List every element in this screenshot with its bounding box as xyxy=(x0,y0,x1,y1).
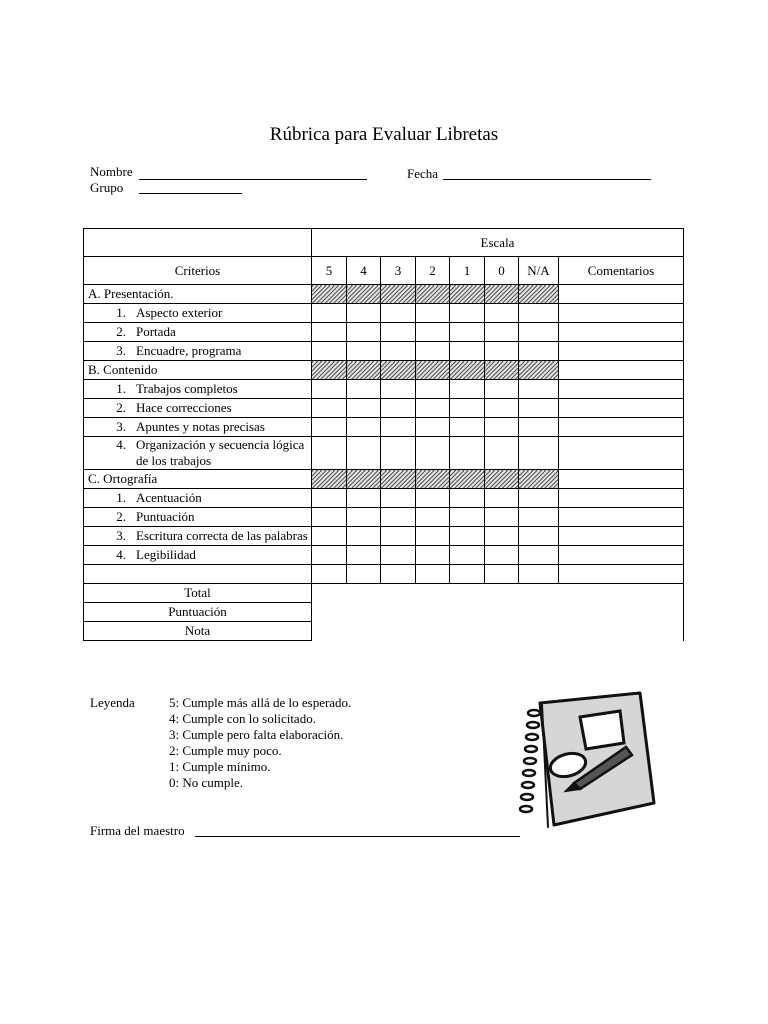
grupo-label: Grupo xyxy=(90,180,124,195)
criterion-item xyxy=(84,305,311,321)
score-cell[interactable] xyxy=(312,380,347,399)
comment-cell[interactable] xyxy=(559,304,684,323)
nombre-field[interactable] xyxy=(139,179,367,180)
comentarios-header: Comentarios xyxy=(559,257,684,285)
scale-header: 4 xyxy=(347,257,381,285)
score-cell[interactable] xyxy=(485,565,519,584)
comment-cell[interactable] xyxy=(559,437,684,470)
score-cell[interactable] xyxy=(519,565,559,584)
section-shaded-cell xyxy=(519,285,559,304)
section-shaded-cell xyxy=(312,470,347,489)
criterion-row xyxy=(84,342,684,361)
criterion-item xyxy=(84,419,311,435)
criterion-cell xyxy=(84,399,312,418)
puntuacion-label: Puntuación xyxy=(84,603,312,622)
criterion-cell xyxy=(84,418,312,437)
score-cell[interactable] xyxy=(416,437,450,470)
criterion-text: Portada xyxy=(136,324,176,339)
comment-cell[interactable] xyxy=(559,323,684,342)
score-cell[interactable] xyxy=(519,489,559,508)
score-cell[interactable] xyxy=(519,508,559,527)
scale-header: 5 xyxy=(312,257,347,285)
legend-entry: 1: Cumple mínimo. xyxy=(169,759,271,774)
page-title: Rúbrica para Evaluar Libretas xyxy=(269,124,499,145)
section-shaded-cell xyxy=(416,285,450,304)
scale-header: 3 xyxy=(381,257,416,285)
firma-label: Firma del maestro xyxy=(90,823,185,838)
section-shaded-cell xyxy=(485,361,519,380)
score-cell[interactable] xyxy=(485,342,519,361)
score-cell[interactable] xyxy=(416,546,450,565)
comment-cell[interactable] xyxy=(559,342,684,361)
score-cell[interactable] xyxy=(312,546,347,565)
score-cell[interactable] xyxy=(519,546,559,565)
score-cell[interactable] xyxy=(381,437,416,470)
criterion-number: 2. xyxy=(116,509,126,524)
score-cell[interactable] xyxy=(485,546,519,565)
criterion-row xyxy=(84,527,684,546)
criterion-cell xyxy=(84,546,312,565)
criterion-row xyxy=(84,418,684,437)
score-cell[interactable] xyxy=(485,323,519,342)
criterion-cell xyxy=(84,323,312,342)
section-shaded-cell xyxy=(416,470,450,489)
blank-row xyxy=(84,565,684,584)
score-cell[interactable] xyxy=(347,304,381,323)
section-shaded-cell xyxy=(450,285,485,304)
score-cell[interactable] xyxy=(519,342,559,361)
score-cell[interactable] xyxy=(485,489,519,508)
score-cell[interactable] xyxy=(347,437,381,470)
scale-header: 2 xyxy=(416,257,450,285)
score-cell[interactable] xyxy=(450,304,485,323)
summary-empty-area xyxy=(312,603,684,622)
section-row xyxy=(84,470,684,489)
header-row-escala xyxy=(84,229,684,257)
comment-cell[interactable] xyxy=(559,508,684,527)
score-cell[interactable] xyxy=(416,418,450,437)
score-cell[interactable] xyxy=(450,418,485,437)
escala-header: Escala xyxy=(312,229,684,257)
section-shaded-cell xyxy=(347,285,381,304)
score-cell[interactable] xyxy=(347,489,381,508)
criterion-item xyxy=(84,324,311,340)
comment-cell[interactable] xyxy=(559,489,684,508)
legend-list xyxy=(169,695,351,791)
score-cell[interactable] xyxy=(485,527,519,546)
criteria-header-blank xyxy=(84,229,312,257)
section-shaded-cell xyxy=(381,361,416,380)
section-shaded-cell xyxy=(485,285,519,304)
section-row xyxy=(84,285,684,304)
score-cell[interactable] xyxy=(381,323,416,342)
comment-cell[interactable] xyxy=(559,527,684,546)
criterion-cell xyxy=(84,342,312,361)
criterion-item xyxy=(84,528,311,544)
comment-cell[interactable] xyxy=(559,418,684,437)
summary-empty-area xyxy=(312,622,684,641)
section-shaded-cell xyxy=(416,361,450,380)
scale-header: 1 xyxy=(450,257,485,285)
score-cell[interactable] xyxy=(347,565,381,584)
section-shaded-cell xyxy=(450,470,485,489)
score-cell[interactable] xyxy=(519,304,559,323)
score-cell[interactable] xyxy=(312,565,347,584)
section-shaded-cell xyxy=(381,470,416,489)
score-cell[interactable] xyxy=(416,565,450,584)
criterios-header: Criterios xyxy=(84,257,312,285)
criterion-row xyxy=(84,437,684,470)
legend-entry: 0: No cumple. xyxy=(169,775,244,790)
criterion-number: 4. xyxy=(116,437,126,452)
criterion-number: 1. xyxy=(116,490,126,505)
criterion-text: Organización y secuencia lógica de los trabajos xyxy=(136,437,305,468)
score-cell[interactable] xyxy=(416,304,450,323)
criterion-cell xyxy=(84,437,312,470)
section-shaded-cell xyxy=(312,361,347,380)
scale-header: 0 xyxy=(485,257,519,285)
notebook-with-pen-icon xyxy=(512,685,662,835)
score-cell[interactable] xyxy=(450,323,485,342)
score-cell[interactable] xyxy=(381,489,416,508)
criterion-cell xyxy=(84,527,312,546)
section-shaded-cell xyxy=(519,470,559,489)
score-cell[interactable] xyxy=(381,342,416,361)
fecha-field[interactable] xyxy=(443,179,651,180)
criterion-text: Escritura correcta de las palabras xyxy=(136,528,308,543)
score-cell[interactable] xyxy=(312,342,347,361)
criterion-number: 1. xyxy=(116,305,126,320)
section-comment-cell xyxy=(559,470,684,489)
criterion-row xyxy=(84,508,684,527)
criterion-text: Hace correcciones xyxy=(136,400,232,415)
score-cell[interactable] xyxy=(312,418,347,437)
score-cell[interactable] xyxy=(416,527,450,546)
puntuacion-row xyxy=(84,603,684,622)
legend-entry: 3: Cumple pero falta elaboración. xyxy=(169,727,344,742)
score-cell[interactable] xyxy=(519,380,559,399)
rubric-table xyxy=(83,228,684,641)
criterion-cell xyxy=(84,304,312,323)
score-cell[interactable] xyxy=(450,489,485,508)
criterion-item xyxy=(84,547,311,563)
section-heading: C. Ortografía xyxy=(84,470,312,489)
score-cell[interactable] xyxy=(312,304,347,323)
criterion-text: Apuntes y notas precisas xyxy=(136,419,265,434)
grupo-field[interactable] xyxy=(139,193,242,194)
score-cell[interactable] xyxy=(347,380,381,399)
criterion-item xyxy=(84,490,311,506)
score-cell[interactable] xyxy=(450,437,485,470)
score-cell[interactable] xyxy=(450,527,485,546)
criterion-cell xyxy=(84,380,312,399)
legend-entry: 4: Cumple con lo solicitado. xyxy=(169,711,316,726)
criterion-row xyxy=(84,304,684,323)
comment-cell[interactable] xyxy=(559,546,684,565)
score-cell[interactable] xyxy=(312,437,347,470)
fecha-label: Fecha xyxy=(407,166,439,181)
score-cell[interactable] xyxy=(485,304,519,323)
criterion-number: 4. xyxy=(116,547,126,562)
score-cell[interactable] xyxy=(381,304,416,323)
score-cell[interactable] xyxy=(416,380,450,399)
comment-cell[interactable] xyxy=(559,380,684,399)
score-cell[interactable] xyxy=(416,323,450,342)
score-cell[interactable] xyxy=(347,527,381,546)
blank-criterion-cell xyxy=(84,565,312,584)
criterion-number: 3. xyxy=(116,419,126,434)
section-comment-cell xyxy=(559,285,684,304)
score-cell[interactable] xyxy=(485,399,519,418)
score-cell[interactable] xyxy=(485,508,519,527)
score-cell[interactable] xyxy=(381,508,416,527)
section-shaded-cell xyxy=(519,361,559,380)
score-cell[interactable] xyxy=(381,565,416,584)
scale-header: N/A xyxy=(519,257,559,285)
section-shaded-cell xyxy=(312,285,347,304)
criterion-item xyxy=(84,381,311,397)
score-cell[interactable] xyxy=(312,527,347,546)
score-cell[interactable] xyxy=(312,508,347,527)
comment-cell[interactable] xyxy=(559,565,684,584)
total-row xyxy=(84,584,684,603)
legend-entry: 2: Cumple muy poco. xyxy=(169,743,282,758)
score-cell[interactable] xyxy=(381,380,416,399)
section-heading: B. Contenido xyxy=(84,361,312,380)
criterion-cell xyxy=(84,508,312,527)
header-row-criterios xyxy=(84,257,684,285)
score-cell[interactable] xyxy=(381,527,416,546)
section-shaded-cell xyxy=(347,470,381,489)
criterion-number: 1. xyxy=(116,381,126,396)
criterion-number: 2. xyxy=(116,400,126,415)
criterion-item xyxy=(84,343,311,359)
section-heading: A. Presentación. xyxy=(84,285,312,304)
section-shaded-cell xyxy=(347,361,381,380)
score-cell[interactable] xyxy=(347,399,381,418)
comment-cell[interactable] xyxy=(559,399,684,418)
score-cell[interactable] xyxy=(381,546,416,565)
score-cell[interactable] xyxy=(450,565,485,584)
score-cell[interactable] xyxy=(347,546,381,565)
score-cell[interactable] xyxy=(485,418,519,437)
criterion-row xyxy=(84,489,684,508)
score-cell[interactable] xyxy=(347,418,381,437)
criterion-item xyxy=(84,400,311,416)
score-cell[interactable] xyxy=(450,546,485,565)
score-cell[interactable] xyxy=(519,399,559,418)
score-cell[interactable] xyxy=(312,323,347,342)
criterion-cell xyxy=(84,489,312,508)
legend-label: Leyenda xyxy=(90,695,135,710)
score-cell[interactable] xyxy=(485,380,519,399)
score-cell[interactable] xyxy=(312,489,347,508)
score-cell[interactable] xyxy=(450,399,485,418)
nota-row xyxy=(84,622,684,641)
criterion-number: 3. xyxy=(116,528,126,543)
criterion-number: 3. xyxy=(116,343,126,358)
section-shaded-cell xyxy=(485,470,519,489)
criterion-row xyxy=(84,380,684,399)
criterion-text: Legibilidad xyxy=(136,547,196,562)
criterion-text: Encuadre, programa xyxy=(136,343,242,358)
score-cell[interactable] xyxy=(519,527,559,546)
score-cell[interactable] xyxy=(416,508,450,527)
score-cell[interactable] xyxy=(450,380,485,399)
score-cell[interactable] xyxy=(519,437,559,470)
firma-field[interactable] xyxy=(195,836,520,837)
section-shaded-cell xyxy=(450,361,485,380)
total-label: Total xyxy=(84,584,312,603)
criterion-text: Trabajos completos xyxy=(136,381,238,396)
score-cell[interactable] xyxy=(416,489,450,508)
criterion-text: Aspecto exterior xyxy=(136,305,223,320)
score-cell[interactable] xyxy=(312,399,347,418)
criterion-text: Acentuación xyxy=(136,490,202,505)
score-cell[interactable] xyxy=(416,399,450,418)
criterion-row xyxy=(84,399,684,418)
section-comment-cell xyxy=(559,361,684,380)
score-cell[interactable] xyxy=(450,342,485,361)
criterion-item xyxy=(84,509,311,525)
score-cell[interactable] xyxy=(416,342,450,361)
score-cell[interactable] xyxy=(381,399,416,418)
score-cell[interactable] xyxy=(381,418,416,437)
criterion-item xyxy=(84,437,311,469)
criterion-row xyxy=(84,323,684,342)
nota-label: Nota xyxy=(84,622,312,641)
summary-empty-area xyxy=(312,584,684,603)
criterion-number: 2. xyxy=(116,324,126,339)
legend-entry: 5: Cumple más allá de lo esperado. xyxy=(169,695,352,710)
score-cell[interactable] xyxy=(450,508,485,527)
score-cell[interactable] xyxy=(347,323,381,342)
section-row xyxy=(84,361,684,380)
score-cell[interactable] xyxy=(347,508,381,527)
section-shaded-cell xyxy=(381,285,416,304)
score-cell[interactable] xyxy=(347,342,381,361)
score-cell[interactable] xyxy=(519,418,559,437)
score-cell[interactable] xyxy=(519,323,559,342)
criterion-text: Puntuación xyxy=(136,509,195,524)
score-cell[interactable] xyxy=(485,437,519,470)
criterion-row xyxy=(84,546,684,565)
nombre-label: Nombre xyxy=(90,164,133,179)
